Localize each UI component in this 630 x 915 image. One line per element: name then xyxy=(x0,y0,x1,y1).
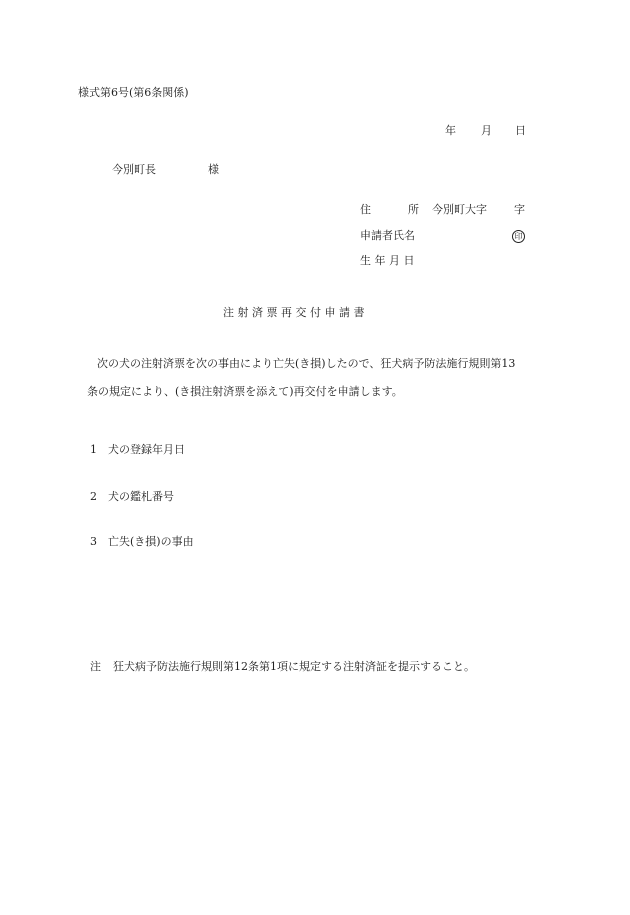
birth-date-label: 生 年 月 日 xyxy=(360,254,415,267)
note-label: 注 xyxy=(90,660,101,673)
date-year-label: 年 xyxy=(445,124,456,137)
item-3-number: 3 xyxy=(90,535,97,548)
date-month-label: 月 xyxy=(481,124,492,137)
form-number: 様式第6号(第6条関係) xyxy=(78,86,189,99)
addressee-honorific: 様 xyxy=(208,163,219,176)
item-1-number: 1 xyxy=(90,443,97,456)
address-suffix: 字 xyxy=(514,203,525,216)
body-line-2: 条の規定により、(き損注射済票を添えて)再交付を申請します。 xyxy=(87,385,403,398)
item-1-label: 犬の登録年月日 xyxy=(108,443,185,456)
address-value: 今別町大字 xyxy=(432,203,487,216)
seal-mark xyxy=(512,229,525,243)
note-text: 狂犬病予防法施行規則第12条第1項に規定する注射済証を提示すること。 xyxy=(113,660,475,673)
seal-icon: 印 xyxy=(512,230,525,243)
document-title: 注 射 済 票 再 交 付 申 請 書 xyxy=(223,306,365,319)
item-2-number: 2 xyxy=(90,490,97,503)
addressee-name: 今別町長 xyxy=(112,163,156,176)
body-line-1: 次の犬の注射済票を次の事由により亡失(き損)したので、狂犬病予防法施行規則第13 xyxy=(97,357,516,370)
date-day-label: 日 xyxy=(515,124,526,137)
address-label-2: 所 xyxy=(408,203,419,216)
item-3-label: 亡失(き損)の事由 xyxy=(108,535,194,548)
item-2-label: 犬の鑑札番号 xyxy=(108,490,174,503)
applicant-name-label: 申請者氏名 xyxy=(360,229,415,242)
address-label-1: 住 xyxy=(360,203,371,216)
